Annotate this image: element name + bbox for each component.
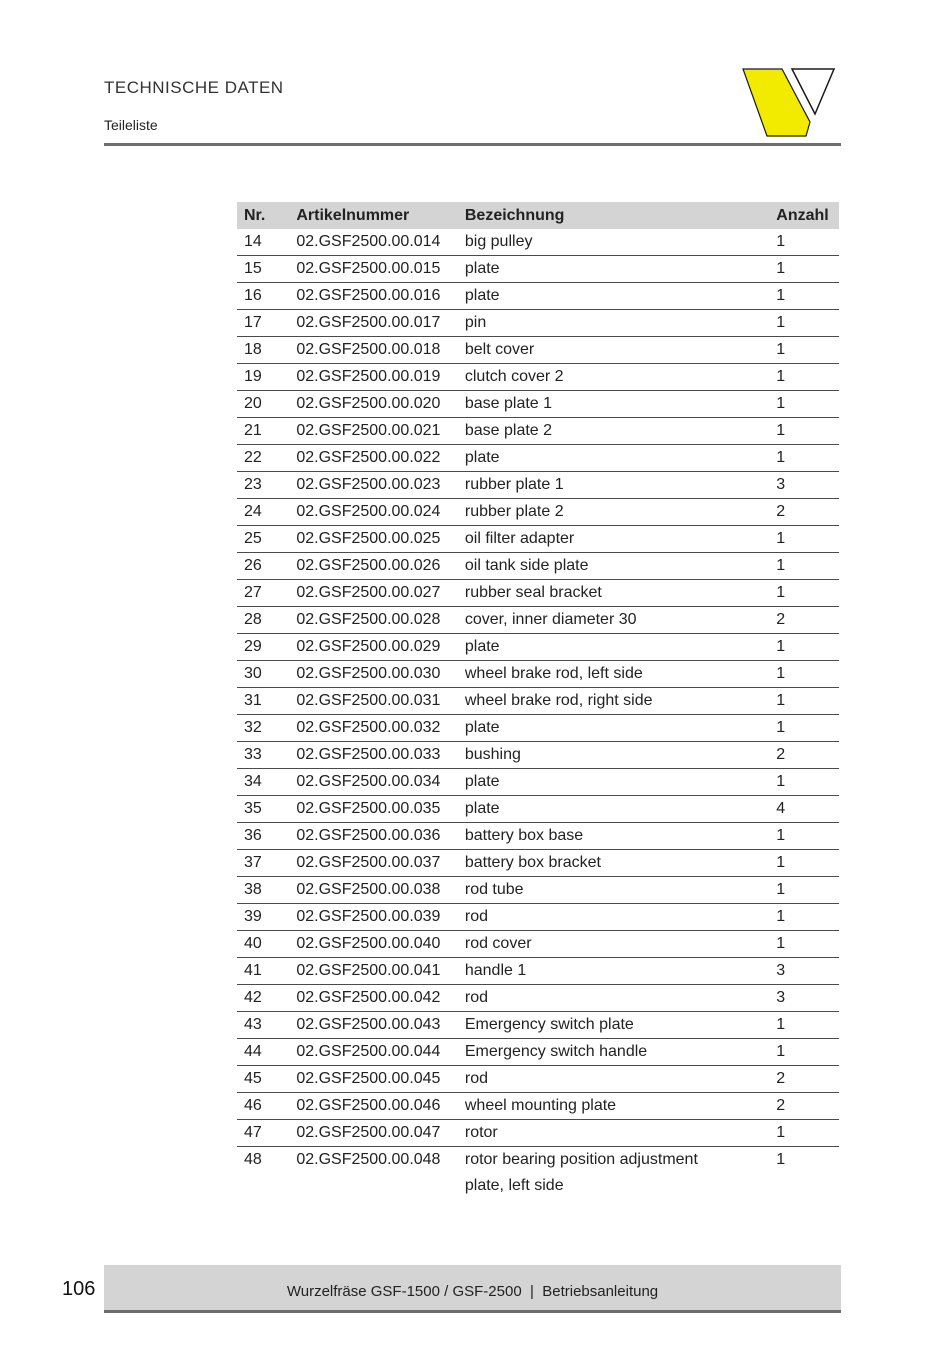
- cell-anzahl: 3: [769, 958, 839, 985]
- cell-nr: 24: [237, 499, 289, 526]
- table-row: [237, 526, 839, 553]
- cell-nr: 44: [237, 1039, 289, 1066]
- cell-anzahl: 1: [769, 688, 839, 715]
- table-row: [237, 985, 839, 1012]
- cell-bezeichnung: rod: [458, 1066, 769, 1093]
- cell-anzahl: 1: [769, 904, 839, 931]
- cell-anzahl: 1: [769, 553, 839, 580]
- cell-artikelnummer: 02.GSF2500.00.036: [289, 823, 458, 850]
- cell-nr: 19: [237, 364, 289, 391]
- cell-nr: 16: [237, 283, 289, 310]
- cell-bezeichnung: rubber plate 1: [458, 472, 769, 499]
- cell-bezeichnung: big pulley: [458, 229, 769, 256]
- cell-artikelnummer: 02.GSF2500.00.048: [296, 1151, 441, 1168]
- cell-nr: 38: [237, 877, 289, 904]
- cell-nr: 34: [237, 769, 289, 796]
- cell-bezeichnung: rod: [458, 904, 769, 931]
- cell-artikelnummer: 02.GSF2500.00.025: [289, 526, 458, 553]
- table-row: [237, 634, 839, 661]
- table-row: [237, 472, 839, 499]
- cell-nr: 15: [237, 256, 289, 283]
- table-row: [237, 877, 839, 904]
- table-row: [237, 661, 839, 688]
- cell-artikelnummer: 02.GSF2500.00.045: [289, 1066, 458, 1093]
- cell-bezeichnung: wheel brake rod, right side: [458, 688, 769, 715]
- cell-anzahl: 1: [769, 877, 839, 904]
- cell-bezeichnung: rod: [458, 985, 769, 1012]
- table-row: [237, 958, 839, 985]
- table-row: [237, 553, 839, 580]
- cell-artikelnummer: 02.GSF2500.00.020: [289, 391, 458, 418]
- cell-nr: 14: [237, 229, 289, 256]
- cell-anzahl: 2: [769, 1093, 839, 1120]
- cell-artikelnummer: 02.GSF2500.00.022: [289, 445, 458, 472]
- table-row: [237, 364, 839, 391]
- cell-nr: 22: [237, 445, 289, 472]
- table-row: [237, 391, 839, 418]
- cell-bezeichnung: cover, inner diameter 30: [458, 607, 769, 634]
- table-row: [237, 445, 839, 472]
- cell-anzahl: 1: [769, 850, 839, 877]
- parts-table-body: [237, 229, 839, 1199]
- cell-artikelnummer: 02.GSF2500.00.029: [289, 634, 458, 661]
- table-row: [237, 769, 839, 796]
- cell-artikelnummer: 02.GSF2500.00.039: [289, 904, 458, 931]
- cell-anzahl: 1: [769, 229, 839, 256]
- cell-nr: 46: [237, 1093, 289, 1120]
- cell-anzahl: 1: [769, 715, 839, 742]
- table-row: [237, 1120, 839, 1147]
- table-row: [237, 715, 839, 742]
- cell-bezeichnung: plate: [458, 715, 769, 742]
- cell-anzahl: 1: [776, 1151, 786, 1168]
- cell-bezeichnung: base plate 1: [458, 391, 769, 418]
- cell-nr: 30: [237, 661, 289, 688]
- cell-artikelnummer: 02.GSF2500.00.024: [289, 499, 458, 526]
- header-divider: [104, 143, 841, 146]
- section-title: TECHNISCHE DATEN: [104, 78, 284, 97]
- cell-bezeichnung: pin: [458, 310, 769, 337]
- cell-bezeichnung: wheel brake rod, left side: [458, 661, 769, 688]
- cell-anzahl: 1: [769, 418, 839, 445]
- table-row: [237, 1039, 839, 1066]
- cell-nr: 42: [237, 985, 289, 1012]
- cell-artikelnummer: 02.GSF2500.00.028: [289, 607, 458, 634]
- table-row: [237, 1093, 839, 1120]
- cell-artikelnummer: 02.GSF2500.00.033: [289, 742, 458, 769]
- cell-artikelnummer: 02.GSF2500.00.044: [289, 1039, 458, 1066]
- cell-artikelnummer: 02.GSF2500.00.046: [289, 1093, 458, 1120]
- cell-bezeichnung: rubber plate 2: [458, 499, 769, 526]
- cell-bezeichnung: plate: [458, 796, 769, 823]
- cell-artikelnummer: 02.GSF2500.00.023: [289, 472, 458, 499]
- cell-bezeichnung: oil filter adapter: [458, 526, 769, 553]
- cell-anzahl: 1: [769, 634, 839, 661]
- table-row: [237, 418, 839, 445]
- table-row: [237, 931, 839, 958]
- cell-nr: 43: [237, 1012, 289, 1039]
- cell-artikelnummer: 02.GSF2500.00.037: [289, 850, 458, 877]
- cell-nr: 27: [237, 580, 289, 607]
- table-row: [237, 823, 839, 850]
- table-row: [237, 1147, 839, 1200]
- cell-nr: 48: [244, 1151, 262, 1168]
- table-row: [237, 580, 839, 607]
- cell-bezeichnung: handle 1: [458, 958, 769, 985]
- cell-anzahl: 4: [769, 796, 839, 823]
- cell-anzahl: 2: [769, 742, 839, 769]
- cell-bezeichnung: rotor bearing position adjustment plate, left side: [464, 1151, 698, 1194]
- table-row: [237, 688, 839, 715]
- cell-artikelnummer: 02.GSF2500.00.041: [289, 958, 458, 985]
- column-header-nr: Nr.: [237, 202, 289, 229]
- cell-bezeichnung: rotor: [458, 1120, 769, 1147]
- cell-nr: 31: [237, 688, 289, 715]
- cell-artikelnummer: 02.GSF2500.00.019: [289, 364, 458, 391]
- cell-bezeichnung: rod tube: [458, 877, 769, 904]
- cell-nr: 36: [237, 823, 289, 850]
- cell-artikelnummer: 02.GSF2500.00.021: [289, 418, 458, 445]
- cell-artikelnummer: 02.GSF2500.00.016: [289, 283, 458, 310]
- table-row: [237, 904, 839, 931]
- cell-nr: 37: [237, 850, 289, 877]
- cell-bezeichnung: bushing: [458, 742, 769, 769]
- cell-bezeichnung: belt cover: [458, 337, 769, 364]
- cell-artikelnummer: 02.GSF2500.00.015: [289, 256, 458, 283]
- cell-anzahl: 1: [769, 1039, 839, 1066]
- cell-bezeichnung: plate: [458, 445, 769, 472]
- cell-artikelnummer: 02.GSF2500.00.027: [289, 580, 458, 607]
- cell-nr: 21: [237, 418, 289, 445]
- cell-anzahl: 1: [769, 1012, 839, 1039]
- column-header-artikelnummer: Artikelnummer: [289, 202, 458, 229]
- cell-nr: 40: [237, 931, 289, 958]
- cell-artikelnummer: 02.GSF2500.00.043: [289, 1012, 458, 1039]
- cell-anzahl: 2: [769, 1066, 839, 1093]
- cell-nr: 26: [237, 553, 289, 580]
- cell-bezeichnung: rod cover: [458, 931, 769, 958]
- cell-bezeichnung: plate: [458, 634, 769, 661]
- cell-anzahl: 1: [769, 337, 839, 364]
- cell-anzahl: 3: [769, 472, 839, 499]
- table-row: [237, 229, 839, 256]
- table-row: [237, 742, 839, 769]
- cell-artikelnummer: 02.GSF2500.00.047: [289, 1120, 458, 1147]
- cell-anzahl: 1: [769, 310, 839, 337]
- cell-bezeichnung: clutch cover 2: [458, 364, 769, 391]
- cell-anzahl: 1: [769, 283, 839, 310]
- cell-nr: 17: [237, 310, 289, 337]
- table-row: [237, 607, 839, 634]
- cell-nr: 39: [237, 904, 289, 931]
- cell-anzahl: 1: [769, 580, 839, 607]
- cell-bezeichnung: Emergency switch handle: [458, 1039, 769, 1066]
- cell-bezeichnung: wheel mounting plate: [458, 1093, 769, 1120]
- cell-nr: 32: [237, 715, 289, 742]
- table-row: [237, 850, 839, 877]
- cell-artikelnummer: 02.GSF2500.00.035: [289, 796, 458, 823]
- table-row: [237, 256, 839, 283]
- cell-artikelnummer: 02.GSF2500.00.040: [289, 931, 458, 958]
- cell-bezeichnung: plate: [458, 283, 769, 310]
- cell-anzahl: 1: [769, 256, 839, 283]
- cell-artikelnummer: 02.GSF2500.00.032: [289, 715, 458, 742]
- cell-anzahl: 1: [769, 364, 839, 391]
- cell-anzahl: 1: [769, 931, 839, 958]
- column-header-bezeichnung: Bezeichnung: [458, 202, 769, 229]
- cell-nr: 25: [237, 526, 289, 553]
- cell-anzahl: 3: [769, 985, 839, 1012]
- cell-artikelnummer: 02.GSF2500.00.018: [289, 337, 458, 364]
- cell-anzahl: 2: [769, 499, 839, 526]
- parts-table: [237, 202, 839, 1199]
- cell-anzahl: 1: [769, 391, 839, 418]
- column-header-anzahl: Anzahl: [769, 202, 839, 229]
- table-row: [237, 796, 839, 823]
- cell-anzahl: 1: [769, 526, 839, 553]
- cell-bezeichnung: battery box bracket: [458, 850, 769, 877]
- cell-nr: 29: [237, 634, 289, 661]
- cell-artikelnummer: 02.GSF2500.00.038: [289, 877, 458, 904]
- cell-artikelnummer: 02.GSF2500.00.034: [289, 769, 458, 796]
- footer-text: Wurzelfräse GSF-1500 / GSF-2500 | Betriebsanleitung: [286, 1283, 659, 1300]
- cell-artikelnummer: 02.GSF2500.00.030: [289, 661, 458, 688]
- cell-nr: 35: [237, 796, 289, 823]
- cell-artikelnummer: 02.GSF2500.00.026: [289, 553, 458, 580]
- cell-anzahl: 1: [769, 661, 839, 688]
- cell-artikelnummer: 02.GSF2500.00.042: [289, 985, 458, 1012]
- cell-nr: 23: [237, 472, 289, 499]
- cell-anzahl: 2: [769, 607, 839, 634]
- cell-bezeichnung: rubber seal bracket: [458, 580, 769, 607]
- cell-artikelnummer: 02.GSF2500.00.031: [289, 688, 458, 715]
- cell-bezeichnung: base plate 2: [458, 418, 769, 445]
- page-number: 106: [62, 1278, 96, 1300]
- cell-bezeichnung: plate: [458, 256, 769, 283]
- cell-nr: 20: [237, 391, 289, 418]
- table-row: [237, 499, 839, 526]
- cell-nr: 18: [237, 337, 289, 364]
- table-row: [237, 1066, 839, 1093]
- brand-logo: [740, 62, 840, 142]
- subsection-title: Teileliste: [104, 117, 158, 133]
- cell-nr: 33: [237, 742, 289, 769]
- cell-anzahl: 1: [769, 823, 839, 850]
- cell-artikelnummer: 02.GSF2500.00.017: [289, 310, 458, 337]
- footer-divider: [104, 1310, 841, 1313]
- cell-artikelnummer: 02.GSF2500.00.014: [289, 229, 458, 256]
- cell-bezeichnung: Emergency switch plate: [458, 1012, 769, 1039]
- table-row: [237, 1012, 839, 1039]
- cell-nr: 41: [237, 958, 289, 985]
- table-row: [237, 283, 839, 310]
- cell-nr: 45: [237, 1066, 289, 1093]
- cell-anzahl: 1: [769, 445, 839, 472]
- cell-anzahl: 1: [769, 1120, 839, 1147]
- table-header-row: [237, 202, 839, 229]
- cell-bezeichnung: plate: [458, 769, 769, 796]
- cell-bezeichnung: oil tank side plate: [458, 553, 769, 580]
- cell-bezeichnung: battery box base: [458, 823, 769, 850]
- table-row: [237, 310, 839, 337]
- cell-nr: 47: [237, 1120, 289, 1147]
- table-row: [237, 337, 839, 364]
- cell-anzahl: 1: [769, 769, 839, 796]
- cell-nr: 28: [237, 607, 289, 634]
